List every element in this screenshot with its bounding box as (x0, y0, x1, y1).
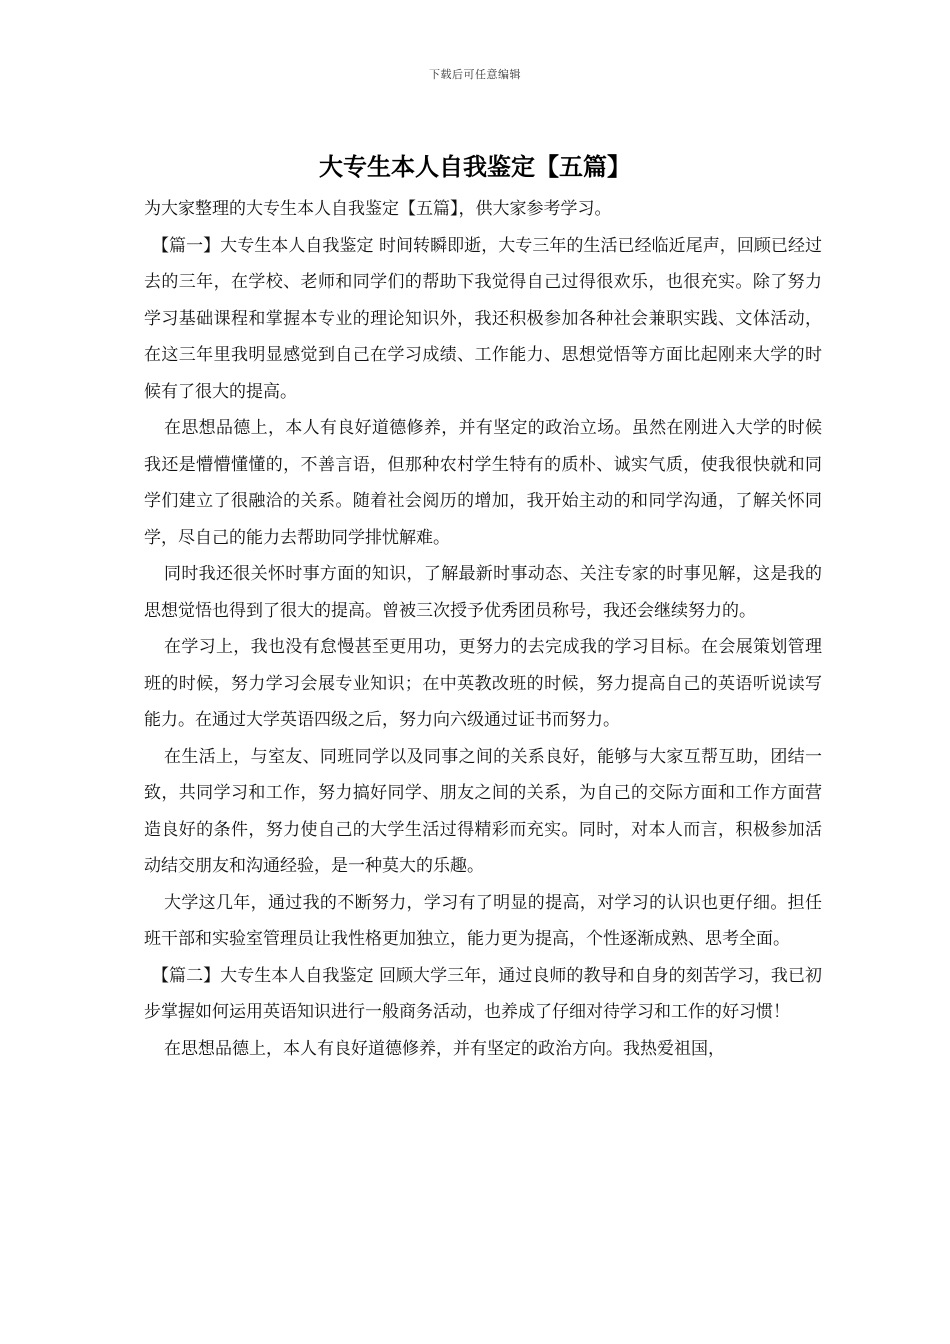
body-paragraph: 在学习上，我也没有怠慢甚至更用功，更努力的去完成我的学习目标。在会展策划管理班的时候，努力学习会展专业知识；在中英教改班的时候，努力提高自己的英语听说读写能力。在通过大学英语四级之后，努力向六级通过证书而努力。 (144, 637, 822, 730)
page-header-note: 下载后可任意编辑 (429, 68, 521, 81)
section-two-paragraph: 【篇二】大专生本人自我鉴定 回顾大学三年，通过良师的教导和自身的刻苦学习，我已初步掌握如何运用英语知识进行一般商务活动，也养成了仔细对待学习和工作的好习惯！ (144, 965, 822, 1022)
document-body (144, 191, 822, 1067)
section-one-paragraph: 【篇一】大专生本人自我鉴定 时间转瞬即逝，大专三年的生活已经临近尾声，回顾已经过去的三年，在学校、老师和同学们的帮助下我觉得自己过得很欢乐，也很充实。除了努力学习基础课程和掌握本专业的理论知识外，我还积极参加各种社会兼职实践、文体活动，在这三年里我明显感觉到自己在学习成绩、工作能力、思想觉悟等方面比起刚来大学的时候有了很大的提高。 (144, 235, 822, 402)
body-paragraph: 同时我还很关怀时事方面的知识，了解最新时事动态、关注专家的时事见解，这是我的思想觉悟也得到了很大的提高。曾被三次授予优秀团员称号，我还会继续努力的。 (144, 564, 822, 621)
document-title: 大专生本人自我鉴定【五篇】 (319, 152, 631, 181)
body-paragraph: 在思想品德上，本人有良好道德修养，并有坚定的政治方向。我热爱祖国， (164, 1038, 725, 1059)
body-paragraph: 在思想品德上，本人有良好道德修养，并有坚定的政治立场。虽然在刚进入大学的时候我还是懵懵懂懂的，不善言语，但那种农村学生特有的质朴、诚实气质，使我很快就和同学们建立了很融洽的关系。随着社会阅历的增加，我开始主动的和同学沟通，了解关怀同学，尽自己的能力去帮助同学排忧解难。 (144, 418, 822, 548)
body-paragraph: 在生活上，与室友、同班同学以及同事之间的关系良好，能够与大家互帮互助，团结一致，共同学习和工作，努力搞好同学、朋友之间的关系，为自己的交际方面和工作方面营造良好的条件，努力使自己的大学生活过得精彩而充实。同时，对本人而言，积极参加活动结交朋友和沟通经验，是一种莫大的乐趣。 (144, 746, 822, 876)
intro-paragraph: 为大家整理的大专生本人自我鉴定【五篇】，供大家参考学习。 (144, 199, 612, 219)
body-paragraph: 大学这几年，通过我的不断努力，学习有了明显的提高，对学习的认识也更仔细。担任班干部和实验室管理员让我性格更加独立，能力更为提高，个性逐渐成熟、思考全面。 (144, 892, 822, 949)
